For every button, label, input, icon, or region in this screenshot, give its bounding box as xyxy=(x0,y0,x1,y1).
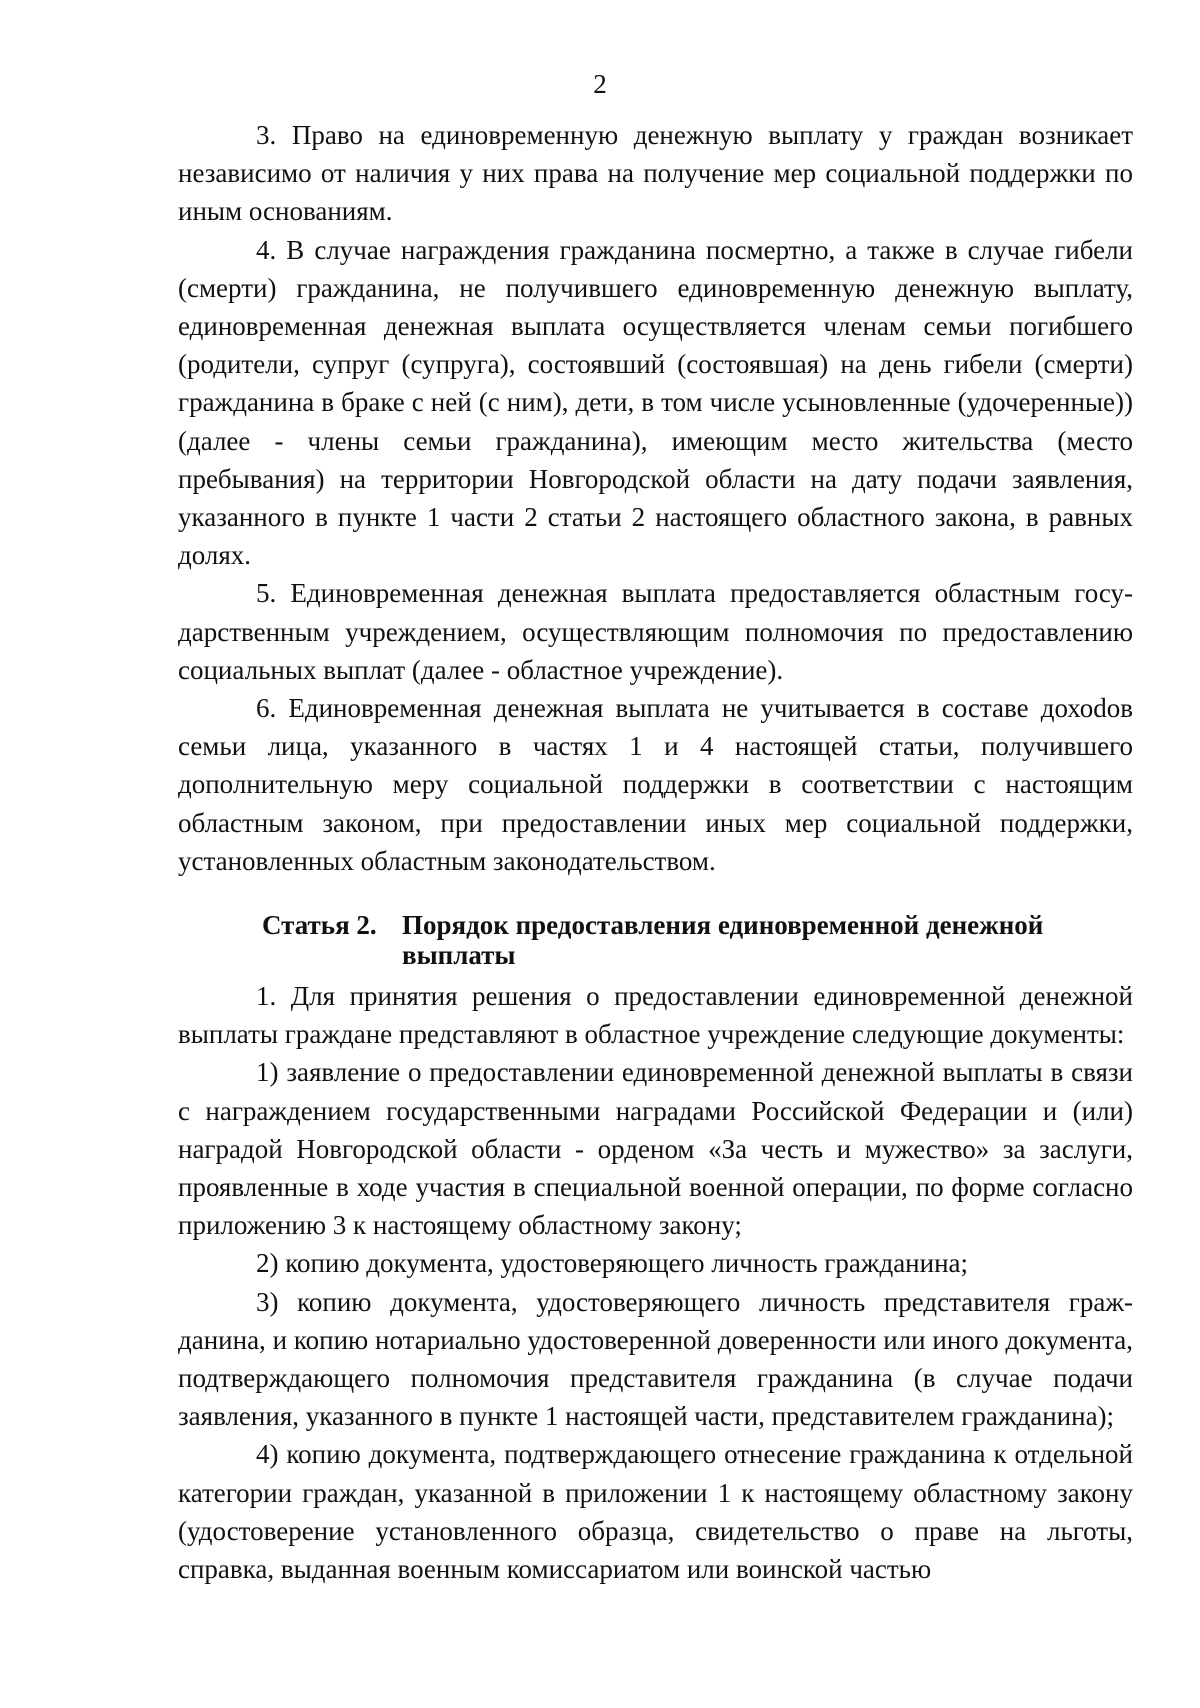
list-item-3: 3) копию документа, удостоверяющего личность представителя гражданина, и копию нотариально удостоверенной доверенности или иного документа, подтверждающего полномочия представителя гражданина (в случае подачи заявления, указанного в пункте 1 настоящей части, представителем гражданина); xyxy=(178,1286,1133,1432)
article-label: Статья 2. xyxy=(262,910,377,940)
article-2-body xyxy=(178,977,1133,1588)
article-1-continuation xyxy=(178,116,1133,880)
paragraph-6: 6. Единовременная денежная выплата не учитывается в составе дохоdов семьи лица, указанного в частях 1 и 4 настоящей статьи, получившего дополнительную меру социальной поддержки в соответствии с настоящим областным законом, при предоставлении иных мер социальной поддержки, установленных областным законодательством. xyxy=(178,693,1133,876)
list-item-4: 4) копию документа, подтверждающего отнесение гражданина к отдельной категории граждан, указанной в приложении 1 к настоящему областному закону (удостоверение установленного образца, свидетельство о праве на льготы, справка, выданная военным комиссариатом или воинской частью xyxy=(178,1439,1133,1585)
paragraph-3: 3. Право на единовременную денежную выплату у граждан возникает независимо от наличия у них права на получение мер социальной поддержки по иным основаниям. xyxy=(178,120,1133,227)
article-title: Порядок предоставления единовременной денежной выплаты xyxy=(402,910,1044,970)
list-item-2: 2) копию документа, удостоверяющего личность гражданина; xyxy=(256,1248,969,1279)
list-item-1: 1) заявление о предоставлении единовременной денежной выплаты в связи с награждением государственными наградами Российской Федерации и (или) наградой Новгородской области - орденом «За честь и мужество» за заслуги, проявленные в ходе участия в специальной военной операции, по форме согласно приложению 3 к настоящему областному закону; xyxy=(178,1057,1133,1241)
page-number: 2 xyxy=(593,69,607,99)
paragraph-4: 4. В случае награждения гражданина посмертно, а также в случае гибели (смерти) гражданина, не получившего единовременную денежную выплату, единовременная денежная выплата осуществляется членам семьи погибшего (родители, супруг (супруга), состоявший (состоявшая) на день гибели (смерти) гражданина в браке с ней (с ним), дети, в том числе усыновленные (удочеренные)) (далее - члены семьи гражданина), имеющим место жительства (место пребывания) на территории Новгородской области на дату подачи заявления, указанного в пункте 1 части 2 статьи 2 настоящего областного закона, в равных долях. xyxy=(178,234,1133,571)
article-2-heading xyxy=(262,910,1122,970)
paragraph-5: 5. Единовременная денежная выплата предоставляется областным государственным учреждением, осуществляющим полномочия по предоставлению социальных выплат (далее - областное учреждение). xyxy=(178,578,1133,685)
article-2-paragraph-1: 1. Для принятия решения о предоставлении единовременной денежной выплаты граждане представляют в областное учреждение следующие документы: xyxy=(178,981,1133,1050)
